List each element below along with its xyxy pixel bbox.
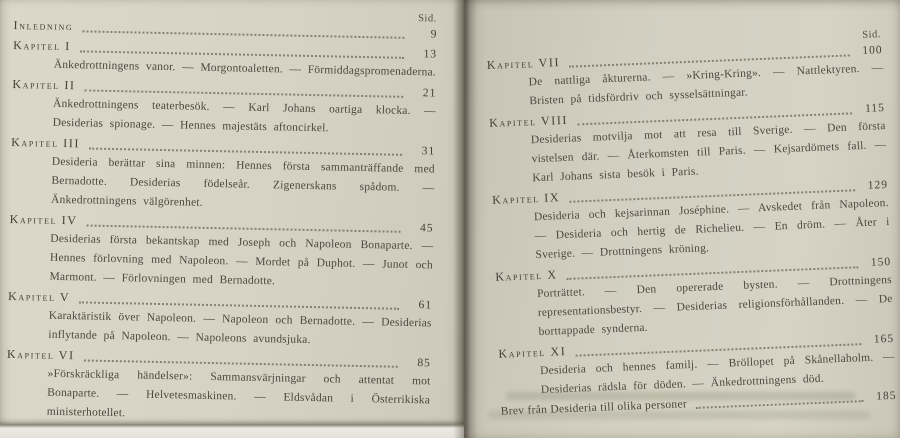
chapter-description: Änkedrottningens vanor. — Morgontoaletten. — Förmiddagspromenaderna. xyxy=(53,58,437,79)
page-number: 100 xyxy=(862,44,883,57)
chapter-description: Porträttet. — Den opererade bysten. — Drottningens representationsbestyr. — Desiderias religionsförhållanden. — De borttappade synderna. xyxy=(536,273,893,339)
page-column-header: Sid. xyxy=(862,29,882,41)
toc-entry-kapitel-2 xyxy=(11,76,436,140)
chapter-title: Kapitel X xyxy=(495,267,558,284)
toc-entry-kapitel-10 xyxy=(495,253,894,344)
chapter-description: Desiderias motvilja mot att resa till Sverige. — Den första vistelsen där. — Återkomsten till Paris. — Kejsardömets fall. — Karl Johans sista besök i Paris. xyxy=(530,120,887,185)
page-number: 165 xyxy=(873,332,895,346)
chapter-title: Kapitel II xyxy=(12,76,76,93)
page-column-header: Sid. xyxy=(418,13,437,25)
chapter-description: Desideria och kejsarinnan Joséphine. — Avskedet från Napoleon. — Desideria och hertig de Richelieu. — En dröm. — Åter i Sverige. — Drottningens kröning. xyxy=(533,196,890,262)
chapter-description: »Förskräckliga händelser»: Sammansvärjningar och attentat mot Bonaparte. — Helvetesmaskinen. — Eldsvådan i Österrikiska ministerhotellet. xyxy=(46,367,431,420)
chapter-title: Kapitel VIII xyxy=(488,112,569,130)
toc-entry-kapitel-9 xyxy=(492,176,891,267)
chapter-title: Kapitel XI xyxy=(498,344,567,361)
page-number: 21 xyxy=(422,87,437,100)
page-bottom-edge xyxy=(0,424,464,438)
page-number: 13 xyxy=(423,48,438,61)
page-number: 185 xyxy=(875,389,897,403)
chapter-title: Kapitel IV xyxy=(9,211,78,228)
page-number: 85 xyxy=(417,357,431,370)
toc-entry-kapitel-4 xyxy=(8,211,433,294)
chapter-description: Desiderias första bekantskap med Joseph och Napoleon Bonaparte. — Hennes förlovning med Napoleon. — Mordet på Duphot. — Junot och Marmont. — Förlovningen med Bernadotte. xyxy=(49,232,434,288)
toc-page-right xyxy=(464,0,900,438)
page-number: 150 xyxy=(870,255,892,269)
toc-entry-kapitel-6 xyxy=(6,346,431,429)
page-number: 45 xyxy=(419,222,434,235)
chapter-description: Desideria berättar sina minnen: Hennes första sammanträffande med Bernadotte. Desiderias födelseår. Zigenerskans spådom. — Änkedrottningens välgörenhet. xyxy=(50,155,435,209)
chapter-title: Kapitel III xyxy=(11,134,81,151)
chapter-description: De nattliga åkturerna. — »Kring-Kring». — Nattlektyren. — Bristen på tidsfördriv och sysselsättningar. xyxy=(528,62,884,108)
chapter-description: Karaktäristik över Napoleon. — Napoleon och Bernadotte. — Desiderias inflytande på Napoleon. — Napoleons avundsjuka. xyxy=(48,309,432,347)
chapter-title: Kapitel IX xyxy=(491,190,561,207)
toc-page-left xyxy=(0,0,464,424)
chapter-description: Desideria och hennes familj. — Bröllopet på Skånellaholm. — Desiderias rädsla för döden. — Änkedrottningens död. xyxy=(539,350,896,397)
toc-entry-kapitel-3 xyxy=(10,134,435,217)
page-number: 31 xyxy=(421,145,436,158)
page-number: 115 xyxy=(864,102,886,115)
chapter-title: Kapitel VII xyxy=(486,55,561,72)
page-number: 129 xyxy=(867,178,889,192)
chapter-title: Kapitel V xyxy=(7,288,71,305)
chapter-description: Änkedrottningens teaterbesök. — Karl Johans oartiga klocka. — Desiderias spionage. — Hennes majestäts aftoncirkel. xyxy=(52,97,437,135)
toc-right-content xyxy=(486,28,897,423)
toc-entry-kapitel-8 xyxy=(489,99,888,190)
chapter-title: Kapitel I xyxy=(13,37,71,54)
page-number: 61 xyxy=(418,299,433,312)
toc-left-content xyxy=(6,4,438,431)
toc-entry-kapitel-5 xyxy=(7,288,432,352)
chapter-title: Kapitel VI xyxy=(6,346,75,363)
chapter-title: Brev från Desideria till olika personer xyxy=(500,398,688,418)
chapter-title: Inledning xyxy=(13,17,74,34)
toc-entry-kapitel-1 xyxy=(13,37,438,83)
page-number: 9 xyxy=(430,28,438,41)
